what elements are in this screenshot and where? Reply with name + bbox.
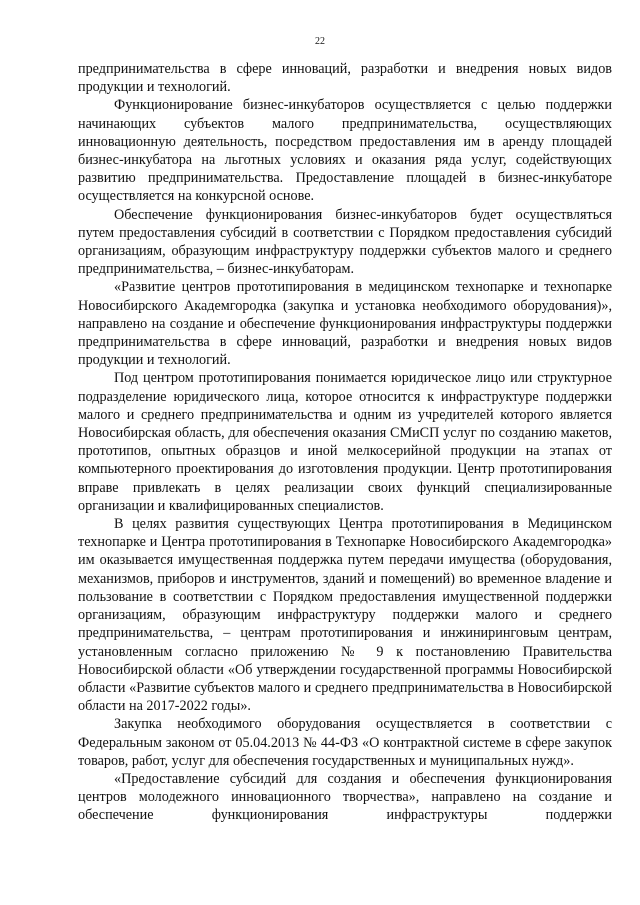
paragraph-youth-innovation-centers: «Предоставление субсидий для создания и обеспечения функционирования центров молодежного инновационного творчества», направлено на создание и обеспечение функционирования инфраструктуры поддержки	[78, 770, 612, 824]
page-number: 22	[315, 36, 325, 47]
paragraph-property-support: В целях развития существующих Центра прототипирования в Медицинском технопарке и Центра прототипирования в Технопарке Новосибирского Академгородка» им оказывается имущественная поддержка путем передачи имущества (оборудования, механизмов, приборов и инструментов, зданий и помещений) во временное владение и пользование в соответствии с Порядком предоставления имущественной поддержки организациям, образующим инфраструктуру поддержки малого и среднего предпринимательства, – центрам прототипирования и инжиниринговым центрам, установленным согласно приложению № 9 к постановлению Правительства Новосибирской области «Об утверждении государственной программы Новосибирской области «Развитие субъектов малого и среднего предпринимательства в Новосибирской области на 2017-2022 годы».	[78, 516, 612, 715]
paragraph-equipment-procurement: Закупка необходимого оборудования осуществляется в соответствии с Федеральным законом от 05.04.2013 № 44-ФЗ «О контрактной системе в сфере закупок товаров, работ, услуг для обеспечения государственных и муниципальных нужд».	[78, 716, 612, 769]
paragraph-incubator-subsidies: Обеспечение функционирования бизнес-инкубаторов будет осуществляться путем предоставления субсидий в соответствии с Порядком предоставления субсидий организациям, образующим инфраструктуру поддержки субъектов малого и среднего предпринимательства, – бизнес-инкубаторам.	[78, 206, 612, 278]
paragraph-business-incubators: Функционирование бизнес-инкубаторов осуществляется с целью поддержки начинающих субъектов малого предпринимательства, осуществляющих инновационную деятельность, посредством предоставления им в аренду площадей бизнес-инкубатора на льготных условиях и оказания ряда услуг, содействующих развитию предпринимательства. Предоставление площадей в бизнес-инкубаторе осуществляется на конкурсной основе.	[78, 97, 612, 205]
paragraph-continuation: предпринимательства в сфере инноваций, разработки и внедрения новых видов продукции и технологий.	[78, 61, 612, 96]
paragraph-prototyping-definition: Под центром прототипирования понимается юридическое лицо или структурное подразделение юридического лица, которое относится к инфраструктуре поддержки малого и среднего предпринимательства и одним из учредителей которого является Новосибирская область, для обеспечения оказания СМиСП услуг по созданию макетов, прототипов, опытных образцов и иной мелкосерийной продукции на этапах от компьютерного проектирования до изготовления продукции. Центр прототипирования вправе привлекать в целях реализации своих функций специализированные организации и квалифицированных специалистов.	[78, 370, 612, 514]
paragraph-prototyping-centers: «Развитие центров прототипирования в медицинском технопарке и технопарке Новосибирского Академгородка (закупка и установка необходимого оборудования)», направлено на создание и обеспечение функционирования инфраструктуры поддержки предпринимательства в сфере инноваций, разработки и внедрения новых видов продукции и технологий.	[78, 279, 612, 369]
document-body	[78, 60, 612, 825]
